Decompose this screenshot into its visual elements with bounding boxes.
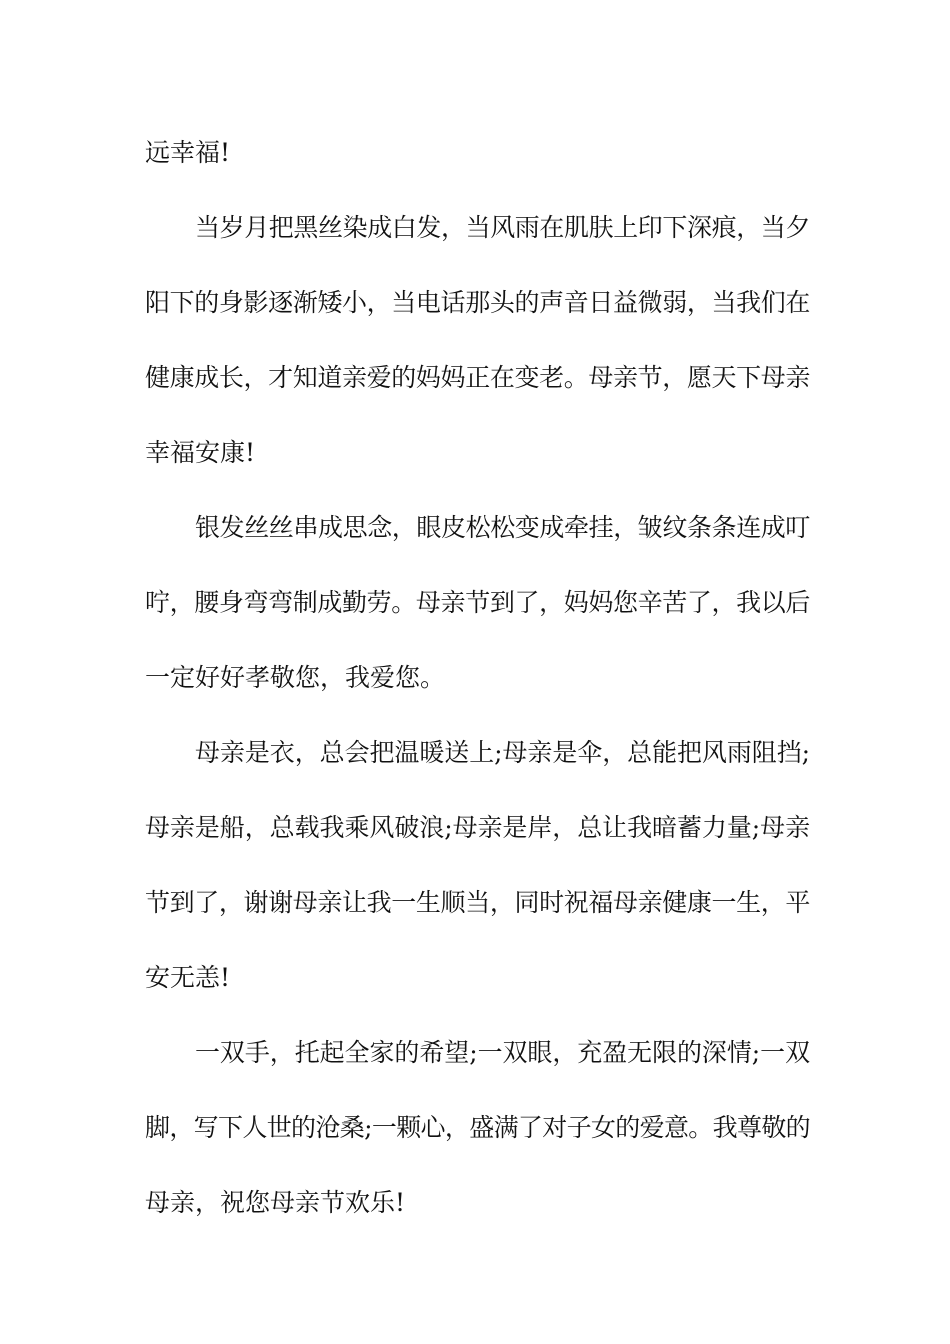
text-line: 安无恙!	[145, 963, 231, 992]
text-line: 母亲，祝您母亲节欢乐!	[145, 1188, 406, 1217]
paragraph-2	[145, 190, 810, 490]
paragraph-3	[145, 490, 810, 715]
text-line: 脚，写下人世的沧桑;一颗心，盛满了对子女的爱意。我尊敬的	[145, 1113, 810, 1142]
text-line: 节到了，谢谢母亲让我一生顺当，同时祝福母亲健康一生，平	[145, 888, 810, 917]
text-line: 银发丝丝串成思念，眼皮松松变成牵挂，皱纹条条连成叮	[195, 513, 810, 542]
text-line: 当岁月把黑丝染成白发，当风雨在肌肤上印下深痕，当夕	[195, 213, 810, 242]
document-body	[145, 115, 810, 1240]
paragraph-5	[145, 1015, 810, 1240]
text-line: 一定好好孝敬您，我爱您。	[145, 663, 446, 692]
paragraph-1	[145, 115, 810, 190]
text-line: 咛，腰身弯弯制成勤劳。母亲节到了，妈妈您辛苦了，我以后	[145, 588, 810, 617]
paragraph-4	[145, 715, 810, 1015]
text-line: 母亲是衣，总会把温暖送上;母亲是伞，总能把风雨阻挡;	[195, 738, 810, 767]
text-line: 幸福安康!	[145, 438, 256, 467]
text-line: 远幸福!	[145, 138, 231, 167]
text-line: 阳下的身影逐渐矮小，当电话那头的声音日益微弱，当我们在	[145, 288, 810, 317]
text-line: 一双手，托起全家的希望;一双眼，充盈无限的深情;一双	[195, 1038, 810, 1067]
text-line: 母亲是船，总载我乘风破浪;母亲是岸，总让我暗蓄力量;母亲	[145, 813, 810, 842]
text-line: 健康成长，才知道亲爱的妈妈正在变老。母亲节，愿天下母亲	[145, 363, 810, 392]
